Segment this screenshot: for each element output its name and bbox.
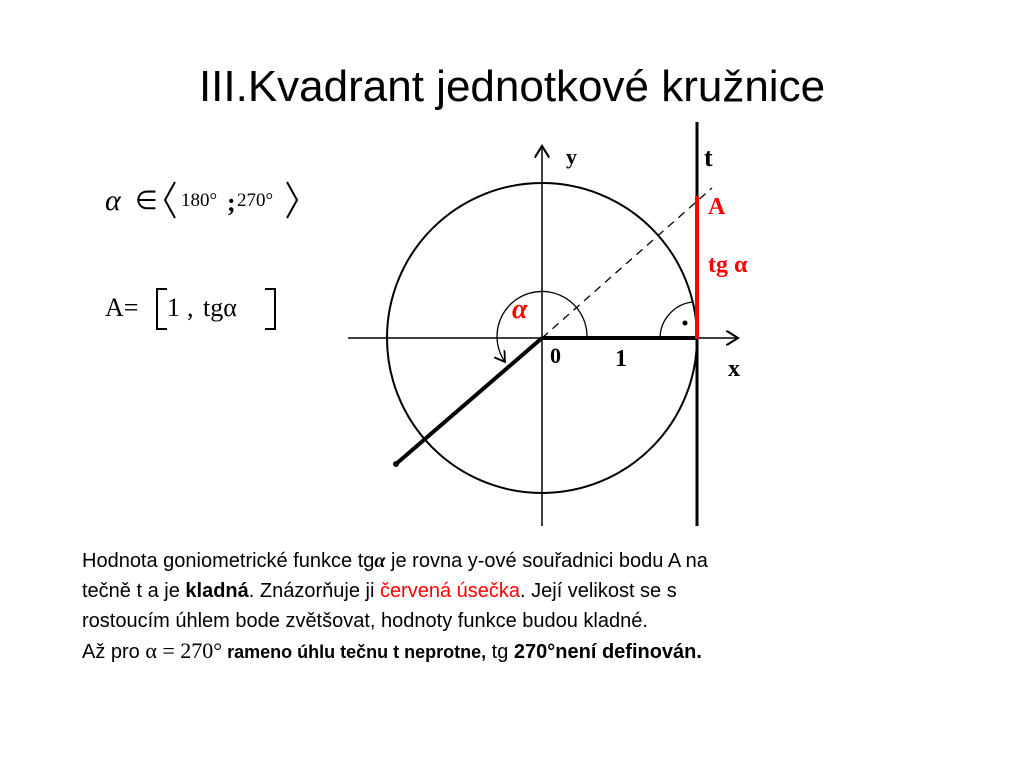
arm-endpoint (393, 461, 399, 467)
line4-bold-2: 270°není definován. (513, 641, 702, 663)
line1-text-b: je rovna y-ové souřadnici bodu A na (385, 550, 708, 572)
line4-text-b: tg (486, 641, 514, 663)
x-axis-label: x (728, 356, 740, 382)
interval-lower: 180° (181, 190, 218, 211)
alpha-symbol: α (105, 184, 121, 217)
line1-alpha: α (374, 550, 386, 572)
origin-label: 0 (550, 343, 561, 368)
line4-text-a: Až pro (82, 641, 146, 663)
angle-alpha-label: α (512, 294, 528, 325)
arm-extension-dashed (542, 188, 712, 338)
coordinate-x: 1 (167, 293, 180, 322)
explanation-text (82, 546, 912, 667)
line4-formula: α = 270° (145, 638, 223, 663)
line4-bold: rameno úhlu tečnu t neprotne, (222, 642, 487, 662)
right-angle-dot (683, 321, 688, 326)
explanation-line-4 (82, 636, 912, 667)
angle-terminal-arm (396, 338, 542, 464)
tangent-value-label: tg α (708, 252, 748, 278)
unit-circle-diagram (340, 118, 760, 530)
explanation-line-1 (82, 546, 912, 576)
explanation-line-3: rostoucím úhlem bode zvětšovat, hodnoty funkce budou kladné. (82, 610, 648, 632)
element-of-symbol: ∈ (135, 186, 158, 215)
interval-separator: ; (227, 188, 236, 217)
line2-text-b: . Znázorňuje ji (248, 580, 380, 602)
line1-text-a: Hodnota goniometrické funkce tg (82, 550, 375, 572)
explanation-line-2 (82, 576, 912, 606)
line2-bold: kladná (185, 580, 249, 602)
tangent-label: t (704, 143, 713, 172)
unit-length-label: 1 (615, 346, 627, 372)
point-a-label: A= (105, 293, 139, 322)
page-title: III.Kvadrant jednotkové kružnice (198, 62, 826, 111)
coordinate-y: tgα (203, 293, 237, 322)
line2-text-a: tečně t a je (82, 580, 186, 602)
angle-interval-formula (105, 180, 305, 220)
point-a-diagram-label: A (708, 194, 726, 220)
interval-upper: 270° (237, 190, 274, 211)
line2-red-text: červená úsečka (379, 580, 521, 602)
line2-text-c: . Její velikost se s (520, 580, 677, 602)
right-angle-arc (660, 302, 692, 338)
coordinate-comma: , (187, 293, 194, 322)
point-a-formula (105, 285, 285, 335)
y-axis-label: y (566, 144, 577, 169)
